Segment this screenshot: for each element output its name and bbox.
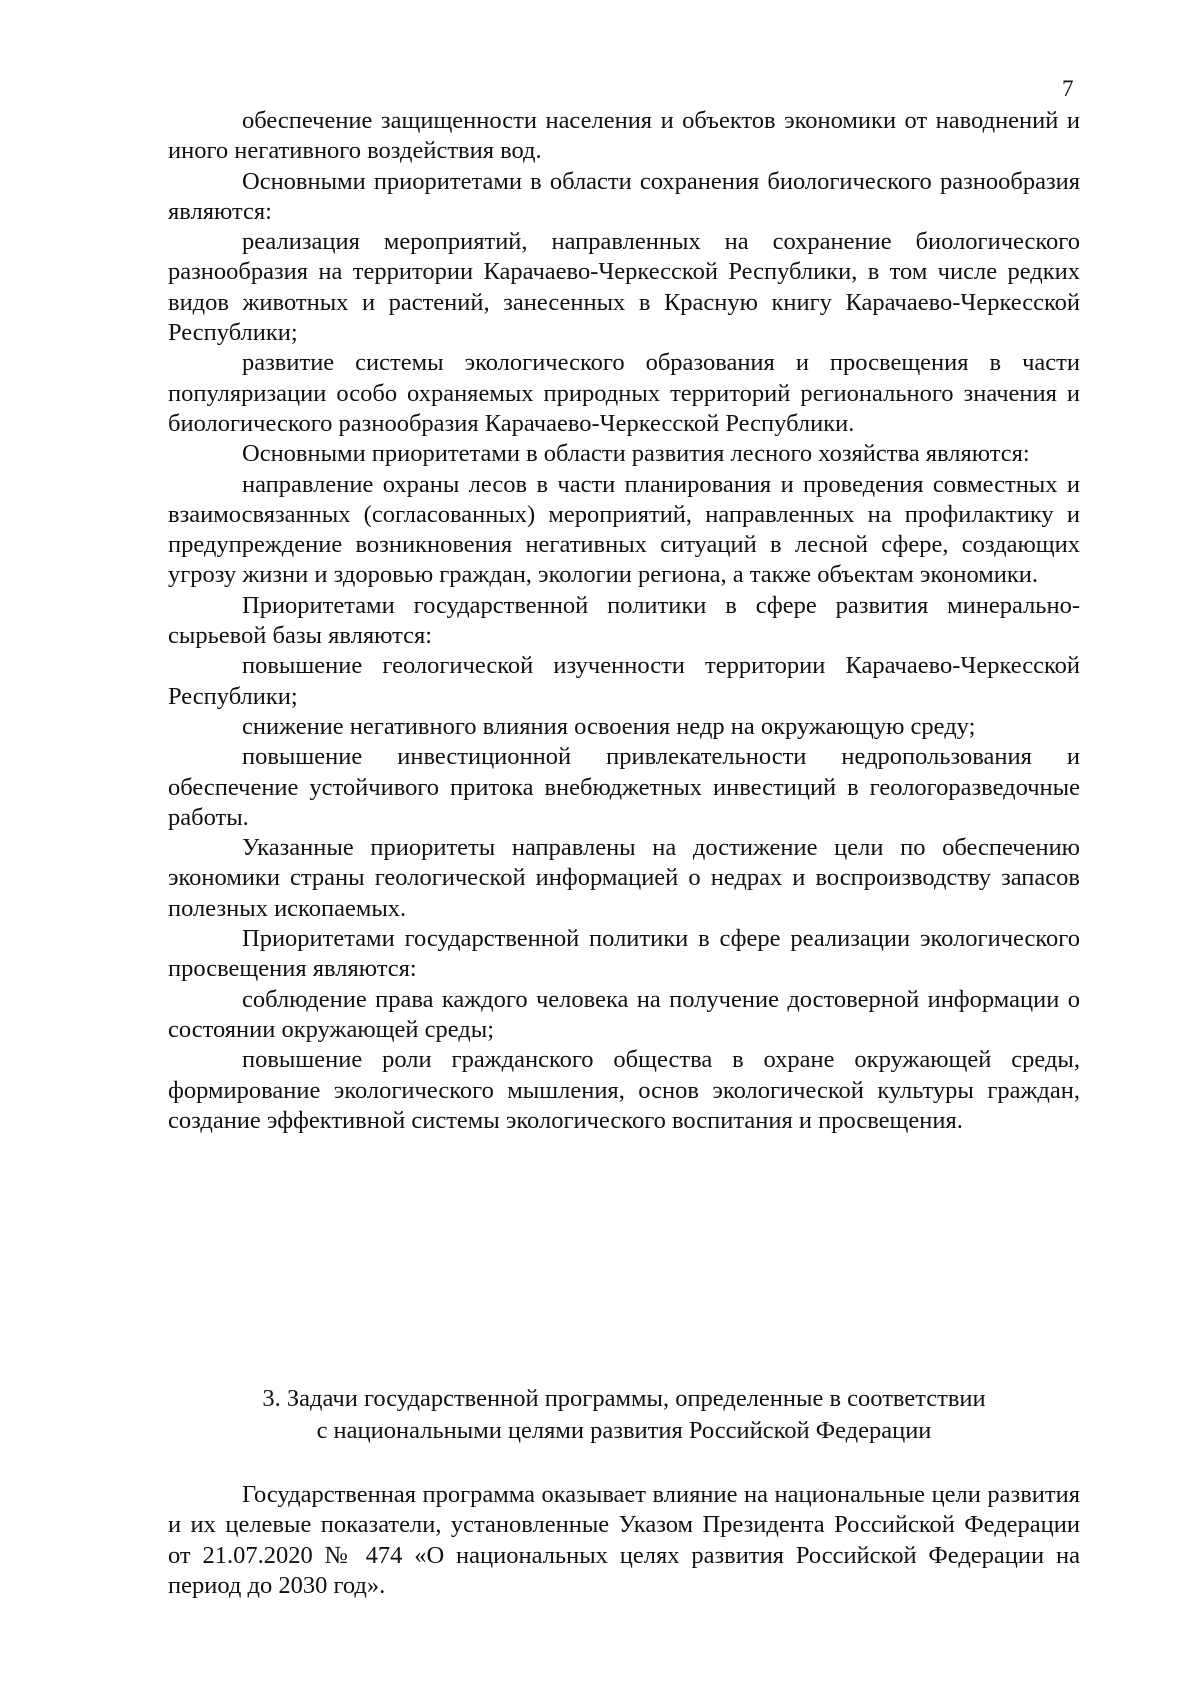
- paragraph: повышение инвестиционной привлекательности недропользования и обеспечение устойчивого притока внебюджетных инвестиций в геологоразведочные работы.: [168, 743, 1080, 831]
- page-number: 7: [1062, 76, 1074, 101]
- body-text: [168, 106, 1080, 1136]
- paragraph: повышение роли гражданского общества в охране окружающей среды, формирование экологического мышления, основ экологической культуры граждан, создание эффективной системы экологического воспитания и просвещения.: [168, 1046, 1080, 1134]
- paragraph: повышение геологической изученности территории Карачаево-Черкесской Республики;: [168, 652, 1080, 710]
- section-heading-line: 3. Задачи государственной программы, определенные в соответствии: [262, 1385, 986, 1412]
- section-heading: [168, 1383, 1080, 1447]
- paragraph: снижение негативного влияния освоения недр на окружающую среду;: [242, 712, 976, 740]
- paragraph: направление охраны лесов в части планирования и проведения совместных и взаимосвязанных (согласованных) мероприятий, направленных на профилактику и предупреждение возникновения негативных ситуаций в лесной сфере, создающих угрозу жизни и здоровью граждан, экологии региона, а также объектам экономики.: [168, 470, 1080, 589]
- paragraph: Государственная программа оказывает влияние на национальные цели развития и их целевые показатели, установленные Указом Президента Российской Федерации от 21.07.2020 № 474 «О национальных целях развития Российской Федерации на период до 2030 год».: [168, 1481, 1080, 1599]
- paragraph: Основными приоритетами в области сохранения биологического разнообразия являются:: [168, 167, 1080, 225]
- paragraph: Приоритетами государственной политики в сфере реализации экологического просвещения являются:: [168, 925, 1080, 983]
- section-heading-line: с национальными целями развития Российской Федерации: [316, 1417, 932, 1444]
- paragraph: реализация мероприятий, направленных на сохранение биологического разнообразия на территории Карачаево-Черкесской Республики, в том числе редких видов животных и растений, занесенных в Красную книгу Карачаево-Черкесской Республики;: [168, 228, 1080, 347]
- paragraph: Основными приоритетами в области развития лесного хозяйства являются:: [242, 440, 1030, 468]
- paragraph: развитие системы экологического образования и просвещения в части популяризации особо охраняемых природных территорий регионального значения и биологического разнообразия Карачаево-Черкесской Республики.: [168, 349, 1080, 437]
- closing-text: [168, 1480, 1080, 1601]
- paragraph: обеспечение защищенности населения и объектов экономики от наводнений и иного негативного воздействия вод.: [168, 107, 1080, 165]
- paragraph: Приоритетами государственной политики в сфере развития минерально-сырьевой базы являются:: [168, 591, 1080, 650]
- paragraph: соблюдение права каждого человека на получение достоверной информации о состоянии окружающей среды;: [168, 985, 1080, 1043]
- paragraph: Указанные приоритеты направлены на достижение цели по обеспечению экономики страны геологической информацией о недрах и воспроизводству запасов полезных ископаемых.: [168, 834, 1080, 922]
